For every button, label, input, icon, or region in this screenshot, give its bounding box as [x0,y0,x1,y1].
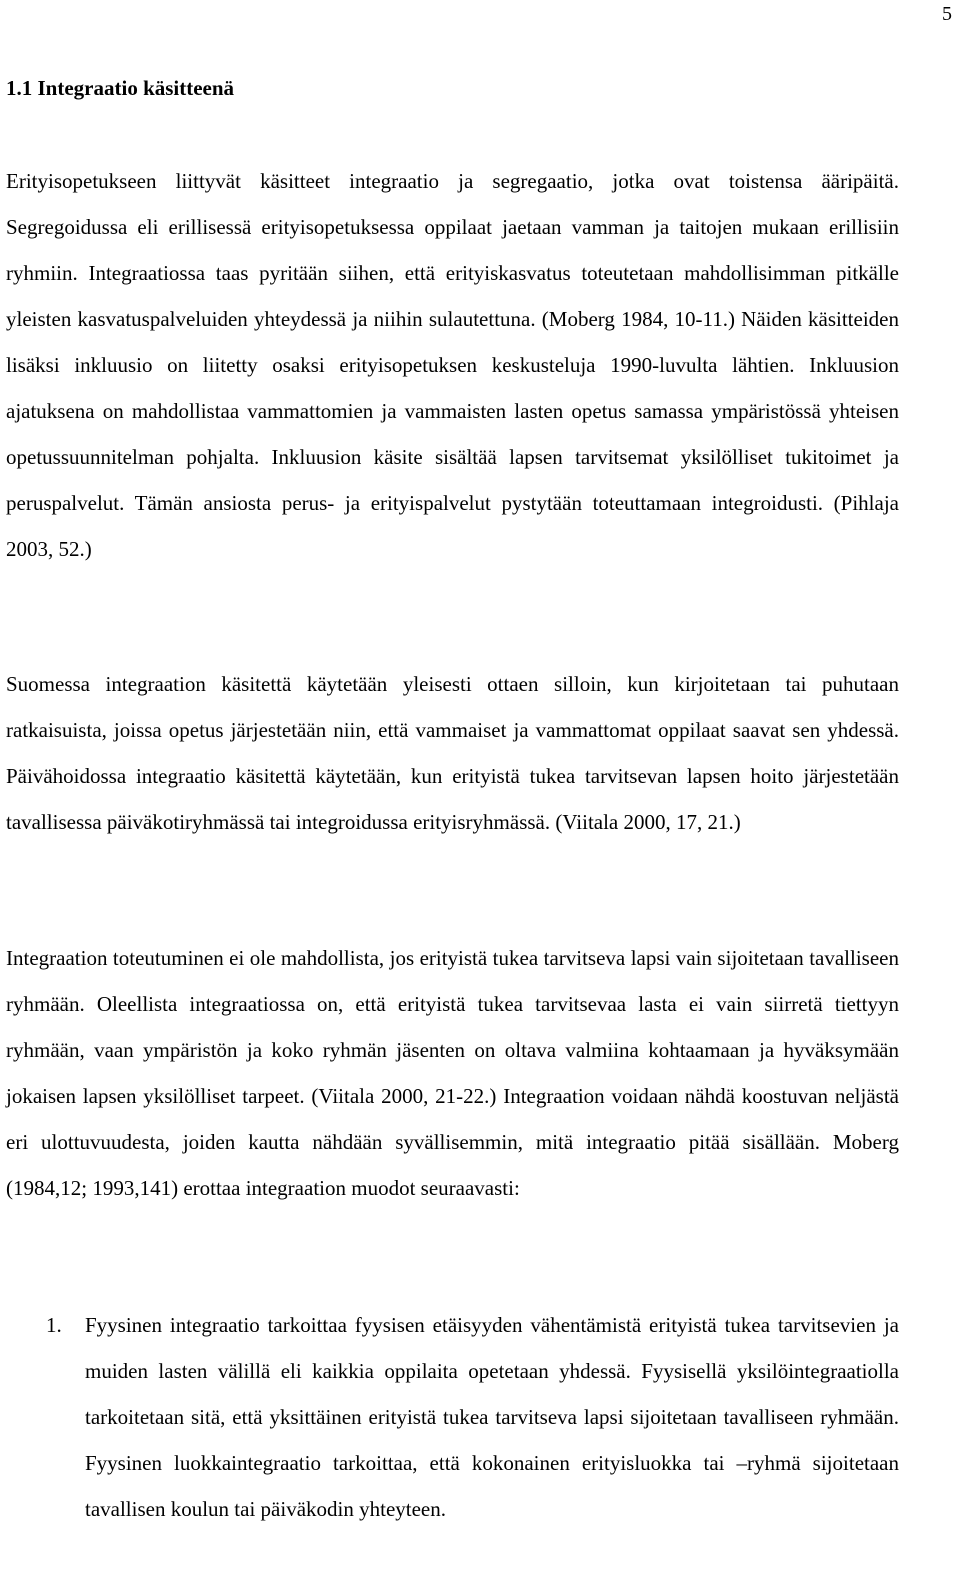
list-item [46,1302,899,1532]
paragraph-integration-requirements: Integraation toteutuminen ei ole mahdollista, jos erityistä tukea tarvitseva lapsi vain sijoitetaan tavalliseen ryhmään. Oleellista integraatiossa on, että erityistä tukea tarvitsevaa lasta ei vain siirretä tiettyyn ryhmään, vaan ympäristön ja koko ryhmän jäsenten on oltava valmiina kohtaamaan ja hyväksymään jokaisen lapsen yksilölliset tarpeet. (Viitala 2000, 21-22.) Integraation voidaan nähdä koostuvan neljästä eri ulottuvuudesta, joiden kautta nähdään syvällisemmin, mitä integraatio pitää sisällään. Moberg (1984,12; 1993,141) erottaa integraation muodot seuraavasti: [6,946,899,1200]
section-heading: 1.1 Integraatio käsitteenä [6,76,235,100]
page-number: 5 [942,3,952,25]
list-item-text: Fyysinen integraatio tarkoittaa fyysisen etäisyyden vähentämistä erityistä tukea tarvitsevien ja muiden lasten välillä eli kaikkia oppilaita opetetaan yhdessä. Fyysisellä yksilöintegraatiolla tarkoitetaan sitä, että yksittäinen erityistä tukea tarvitseva lapsi sijoitetaan tavalliseen ryhmään. Fyysinen luokkaintegraatio tarkoittaa, että kokonainen erityisluokka tai –ryhmä sijoitetaan tavallisen koulun tai päiväkodin yhteyteen. [85,1313,899,1521]
paragraph-integration-in-finland: Suomessa integraation käsitettä käytetään yleisesti ottaen silloin, kun kirjoitetaan tai puhutaan ratkaisuista, joissa opetus järjestetään niin, että vammaiset ja vammattomat oppilaat saavat sen yhdessä. Päivähoidossa integraatio käsitettä käytetään, kun erityistä tukea tarvitsevan lapsen hoito järjestetään tavallisessa päiväkotiryhmässä tai integroidussa erityisryhmässä. (Viitala 2000, 17, 21.) [6,672,899,834]
paragraph-integration-concepts: Erityisopetukseen liittyvät käsitteet integraatio ja segregaatio, jotka ovat toistensa ääripäitä. Segregoidussa eli erillisessä erityisopetuksessa oppilaat jaetaan vamman ja taitojen mukaan erillisiin ryhmiin. Integraatiossa taas pyritään siihen, että erityiskasvatus toteutetaan mahdollisimman pitkälle yleisten kasvatuspalveluiden yhteydessä ja niihin sulautettuna. (Moberg 1984, 10-11.) Näiden käsitteiden lisäksi inkluusio on liitetty osaksi erityisopetuksen keskusteluja 1990-luvulta lähtien. Inkluusion ajatuksena on mahdollistaa vammattomien ja vammaisten lasten opetus samassa ympäristössä yhteisen opetussuunnitelman pohjalta. Inkluusion käsite sisältää lapsen tarvitsemat yksilölliset tukitoimet ja peruspalvelut. Tämän ansiosta perus- ja erityispalvelut pystytään toteuttamaan integroidusti. (Pihlaja 2003, 52.) [6,169,899,561]
list-item-marker: 1. [46,1313,62,1337]
integration-forms-list [46,1302,899,1532]
